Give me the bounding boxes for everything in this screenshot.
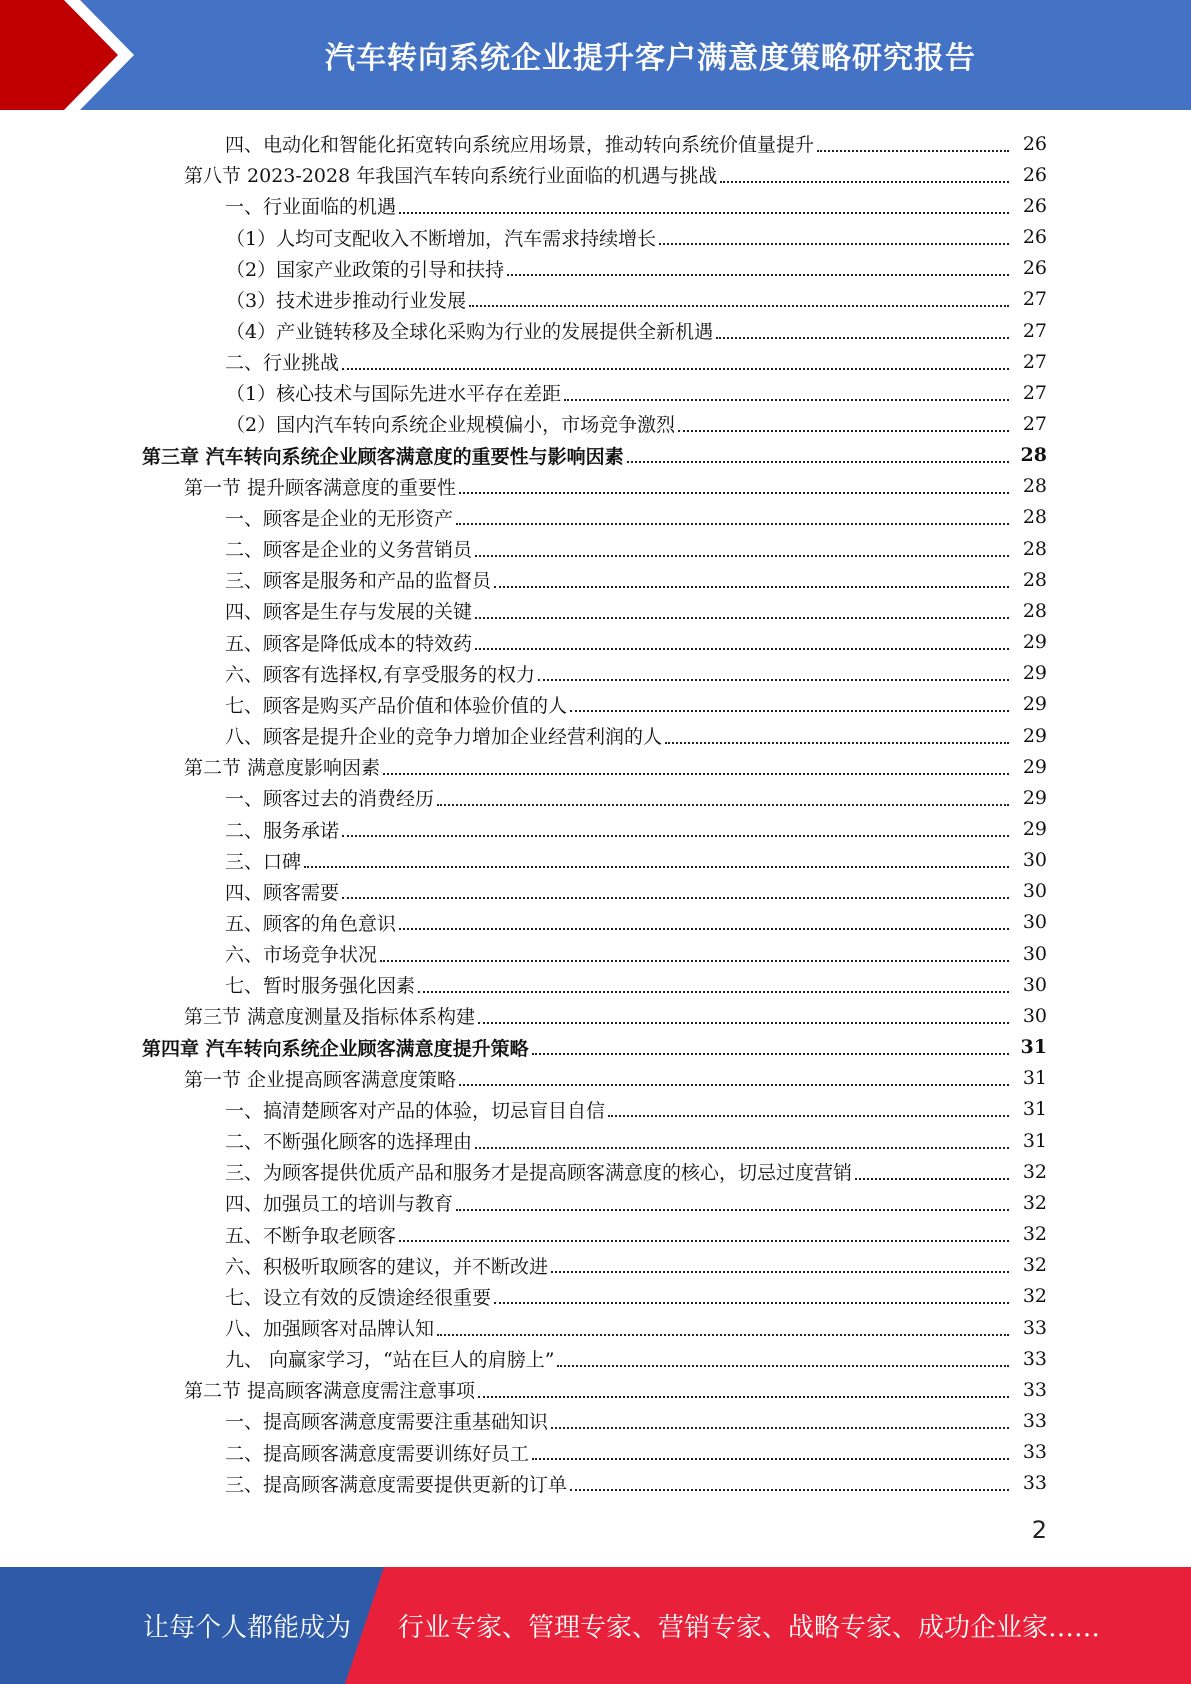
- toc-entry-title: 六、顾客有选择权,有享受服务的权力: [225, 660, 538, 687]
- toc-entry-title: 三、为顾客提供优质产品和服务才是提高顾客满意度的核心，切忌过度营销: [225, 1158, 855, 1185]
- toc-entry[interactable]: [0, 1032, 1191, 1063]
- toc-entry-page: 29: [1022, 786, 1047, 809]
- toc-entry-page: 29: [1022, 755, 1047, 778]
- page-footer: [0, 1567, 1191, 1684]
- toc-entry-page: 29: [1022, 662, 1047, 685]
- toc-entry[interactable]: [0, 689, 1191, 720]
- toc-dot-leader: [456, 1209, 1009, 1211]
- toc-entry[interactable]: [0, 284, 1191, 315]
- toc-entry-page: 30: [1022, 973, 1047, 996]
- toc-entry-title: （2）国内汽车转向系统企业规模偏小，市场竞争激烈: [226, 410, 678, 437]
- toc-entry-title: 一、顾客过去的消费经历: [225, 784, 437, 811]
- toc-entry-page: 32: [1022, 1160, 1047, 1183]
- toc-entry-title: （1）核心技术与国际先进水平存在差距: [226, 379, 564, 406]
- toc-entry[interactable]: [0, 1156, 1191, 1187]
- toc-dot-leader: [494, 586, 1009, 588]
- toc-dot-leader: [342, 368, 1009, 370]
- toc-dot-leader: [399, 1240, 1009, 1242]
- toc-entry-title: 三、顾客是服务和产品的监督员: [225, 566, 494, 593]
- toc-entry-title: 一、行业面临的机遇: [225, 192, 399, 219]
- toc-entry[interactable]: [0, 1468, 1191, 1499]
- toc-dot-leader: [507, 274, 1009, 276]
- toc-dot-leader: [437, 1334, 1009, 1336]
- toc-entry[interactable]: [0, 1437, 1191, 1468]
- toc-entry-title: （2）国家产业政策的引导和扶持: [226, 255, 507, 282]
- toc-entry-title: 七、设立有效的反馈途经很重要: [225, 1283, 494, 1310]
- toc-dot-leader: [459, 492, 1009, 494]
- footer-slogan-right: 行业专家、管理专家、营销专家、战略专家、成功企业家……: [398, 1613, 1101, 1643]
- toc-dot-leader: [475, 617, 1009, 619]
- toc-dot-leader: [678, 430, 1009, 432]
- toc-entry-title: 三、提高顾客满意度需要提供更新的订单: [225, 1470, 570, 1497]
- toc-dot-leader: [532, 1458, 1009, 1460]
- toc-entry-page: 26: [1022, 226, 1047, 249]
- toc-entry-page: 33: [1022, 1347, 1047, 1370]
- toc-entry-page: 26: [1022, 132, 1047, 155]
- toc-dot-leader: [469, 305, 1009, 307]
- toc-entry-page: 31: [1022, 1098, 1047, 1121]
- toc-entry-title: 八、加强顾客对品牌认知: [225, 1314, 437, 1341]
- toc-entry-title: 第一节 企业提高顾客满意度策略: [184, 1065, 459, 1092]
- toc-entry[interactable]: [0, 813, 1191, 844]
- toc-entry-title: 六、市场竞争状况: [225, 940, 380, 967]
- toc-entry-page: 28: [1020, 444, 1047, 467]
- header-arrow-red: [0, 0, 118, 110]
- toc-dot-leader: [342, 835, 1009, 837]
- toc-dot-leader: [478, 1022, 1009, 1024]
- toc-entry[interactable]: [0, 907, 1191, 938]
- toc-dot-leader: [399, 928, 1009, 930]
- page-header: [0, 0, 1191, 110]
- toc-dot-leader: [456, 523, 1009, 525]
- toc-entry-page: 28: [1022, 568, 1047, 591]
- toc-entry-title: 六、积极听取顾客的建议，并不断改进: [225, 1252, 551, 1279]
- toc-entry[interactable]: [0, 159, 1191, 190]
- toc-dot-leader: [659, 243, 1009, 245]
- toc-dot-leader: [570, 1489, 1009, 1491]
- toc-entry[interactable]: [0, 1312, 1191, 1343]
- toc-entry-page: 31: [1022, 1129, 1047, 1152]
- toc-dot-leader: [475, 648, 1009, 650]
- toc-entry-title: 四、电动化和智能化拓宽转向系统应用场景，推动转向系统价值量提升: [225, 130, 817, 157]
- toc-entry-page: 29: [1022, 724, 1047, 747]
- toc-entry-title: 四、顾客需要: [225, 878, 342, 905]
- toc-entry-title: （1）人均可支配收入不断增加，汽车需求持续增长: [226, 224, 659, 251]
- toc-entry-page: 27: [1022, 412, 1047, 435]
- toc-dot-leader: [383, 773, 1009, 775]
- toc-entry-page: 26: [1022, 194, 1047, 217]
- header-arrow-decoration: [0, 0, 160, 110]
- toc-entry-title: 五、顾客的角色意识: [225, 909, 399, 936]
- report-title: 汽车转向系统企业提升客户满意度策略研究报告: [325, 41, 976, 76]
- toc-entry-page: 32: [1022, 1223, 1047, 1246]
- toc-entry-page: 32: [1022, 1254, 1047, 1277]
- toc-entry[interactable]: [0, 1218, 1191, 1249]
- toc-entry-page: 30: [1022, 849, 1047, 872]
- toc-dot-leader: [817, 150, 1009, 152]
- toc-entry[interactable]: [0, 1343, 1191, 1374]
- toc-entry-page: 33: [1022, 1316, 1047, 1339]
- toc-entry-page: 30: [1022, 942, 1047, 965]
- toc-entry[interactable]: [0, 969, 1191, 1000]
- toc-dot-leader: [720, 181, 1009, 183]
- toc-entry[interactable]: [0, 782, 1191, 813]
- toc-entry-title: 四、加强员工的培训与教育: [225, 1189, 456, 1216]
- toc-entry-page: 31: [1022, 1067, 1047, 1090]
- toc-entry-page: 30: [1022, 911, 1047, 934]
- toc-entry[interactable]: [0, 1250, 1191, 1281]
- footer-slogan-left: 让每个人都能成为: [143, 1613, 352, 1643]
- toc-dot-leader: [475, 555, 1009, 557]
- toc-entry-page: 27: [1022, 350, 1047, 373]
- toc-entry[interactable]: [0, 751, 1191, 782]
- toc-entry-page: 28: [1022, 537, 1047, 560]
- toc-entry-page: 30: [1022, 880, 1047, 903]
- toc-entry[interactable]: [0, 1374, 1191, 1405]
- toc-entry-page: 30: [1022, 1004, 1047, 1027]
- toc-entry-title: 一、提高顾客满意度需要注重基础知识: [225, 1407, 551, 1434]
- toc-entry[interactable]: [0, 595, 1191, 626]
- toc-entry-page: 32: [1022, 1191, 1047, 1214]
- toc-dot-leader: [304, 866, 1009, 868]
- toc-entry-page: 27: [1022, 319, 1047, 342]
- toc-dot-leader: [418, 991, 1009, 993]
- toc-entry[interactable]: [0, 253, 1191, 284]
- page-number: 2: [1031, 1516, 1047, 1544]
- toc-entry-title: 二、顾客是企业的义务营销员: [225, 535, 475, 562]
- toc-entry-title: 五、不断争取老顾客: [225, 1221, 399, 1248]
- toc-entry[interactable]: [0, 346, 1191, 377]
- toc-dot-leader: [551, 1271, 1009, 1273]
- toc-entry[interactable]: [0, 876, 1191, 907]
- toc-dot-leader: [665, 742, 1009, 744]
- toc-entry-page: 28: [1022, 599, 1047, 622]
- toc-entry[interactable]: [0, 315, 1191, 346]
- toc-entry-title: 二、行业挑战: [225, 348, 342, 375]
- toc-dot-leader: [478, 1396, 1009, 1398]
- toc-entry[interactable]: [0, 1187, 1191, 1218]
- toc-entry[interactable]: [0, 1405, 1191, 1436]
- toc-entry-title: （4）产业链转移及全球化采购为行业的发展提供全新机遇: [226, 317, 716, 344]
- toc-entry-page: 32: [1022, 1285, 1047, 1308]
- toc-entry[interactable]: [0, 1125, 1191, 1156]
- toc-entry[interactable]: [0, 1063, 1191, 1094]
- toc-entry[interactable]: [0, 1094, 1191, 1125]
- toc-entry-title: 五、顾客是降低成本的特效药: [225, 629, 475, 656]
- toc-entry[interactable]: [0, 720, 1191, 751]
- toc-entry-title: 第三章 汽车转向系统企业顾客满意度的重要性与影响因素: [142, 442, 627, 469]
- toc-entry-page: 29: [1022, 693, 1047, 716]
- toc-entry-page: 27: [1022, 381, 1047, 404]
- toc-dot-leader: [437, 804, 1009, 806]
- toc-entry-title: 一、搞清楚顾客对产品的体验，切忌盲目自信: [225, 1096, 608, 1123]
- toc-entry-title: 第二节 满意度影响因素: [184, 753, 383, 780]
- toc-entry-title: （3）技术进步推动行业发展: [226, 286, 469, 313]
- toc-dot-leader: [570, 710, 1009, 712]
- toc-entry-title: 一、顾客是企业的无形资产: [225, 504, 456, 531]
- toc-entry-title: 第二节 提高顾客满意度需注意事项: [184, 1376, 478, 1403]
- toc-dot-leader: [564, 399, 1009, 401]
- toc-entry[interactable]: [0, 502, 1191, 533]
- toc-entry-title: 第三节 满意度测量及指标体系构建: [184, 1002, 478, 1029]
- toc-entry[interactable]: [0, 377, 1191, 408]
- toc-entry-page: 28: [1022, 506, 1047, 529]
- toc-entry[interactable]: [0, 128, 1191, 159]
- table-of-contents: [0, 128, 1191, 1499]
- toc-dot-leader: [342, 897, 1009, 899]
- toc-entry-title: 二、提高顾客满意度需要训练好员工: [225, 1439, 532, 1466]
- toc-entry[interactable]: [0, 1281, 1191, 1312]
- toc-dot-leader: [380, 960, 1009, 962]
- toc-entry-page: 33: [1022, 1441, 1047, 1464]
- toc-dot-leader: [557, 1365, 1009, 1367]
- toc-dot-leader: [475, 1147, 1009, 1149]
- toc-dot-leader: [855, 1178, 1009, 1180]
- toc-entry-page: 26: [1022, 257, 1047, 280]
- toc-entry-page: 28: [1022, 475, 1047, 498]
- toc-entry[interactable]: [0, 221, 1191, 252]
- toc-dot-leader: [532, 1053, 1009, 1055]
- toc-dot-leader: [459, 1084, 1009, 1086]
- toc-entry-title: 三、口碑: [225, 847, 304, 874]
- toc-entry[interactable]: [0, 938, 1191, 969]
- toc-entry-page: 26: [1022, 163, 1047, 186]
- toc-dot-leader: [716, 337, 1009, 339]
- toc-entry-title: 八、顾客是提升企业的竞争力增加企业经营利润的人: [225, 722, 665, 749]
- toc-entry-title: 二、不断强化顾客的选择理由: [225, 1127, 475, 1154]
- toc-entry[interactable]: [0, 1000, 1191, 1031]
- toc-entry-title: 第八节 2023-2028 年我国汽车转向系统行业面临的机遇与挑战: [184, 161, 720, 188]
- toc-entry-title: 七、顾客是购买产品价值和体验价值的人: [225, 691, 570, 718]
- toc-entry-title: 第一节 提升顾客满意度的重要性: [184, 473, 459, 500]
- toc-dot-leader: [399, 212, 1009, 214]
- toc-entry-title: 四、顾客是生存与发展的关键: [225, 597, 475, 624]
- toc-entry-page: 29: [1022, 631, 1047, 654]
- toc-entry-title: 第四章 汽车转向系统企业顾客满意度提升策略: [142, 1034, 532, 1061]
- toc-dot-leader: [494, 1302, 1009, 1304]
- toc-entry[interactable]: [0, 408, 1191, 439]
- toc-entry[interactable]: [0, 471, 1191, 502]
- toc-dot-leader: [608, 1115, 1009, 1117]
- toc-entry-page: 33: [1022, 1409, 1047, 1432]
- toc-dot-leader: [538, 679, 1009, 681]
- toc-entry[interactable]: [0, 658, 1191, 689]
- toc-entry[interactable]: [0, 533, 1191, 564]
- toc-entry-page: 33: [1022, 1378, 1047, 1401]
- toc-dot-leader: [627, 461, 1009, 463]
- toc-dot-leader: [551, 1427, 1009, 1429]
- toc-entry[interactable]: [0, 627, 1191, 658]
- toc-entry-page: 31: [1020, 1036, 1047, 1059]
- toc-entry[interactable]: [0, 564, 1191, 595]
- toc-entry[interactable]: [0, 440, 1191, 471]
- toc-entry[interactable]: [0, 190, 1191, 221]
- toc-entry-title: 二、服务承诺: [225, 816, 342, 843]
- toc-entry[interactable]: [0, 845, 1191, 876]
- toc-entry-page: 27: [1022, 288, 1047, 311]
- toc-entry-page: 29: [1022, 818, 1047, 841]
- toc-entry-page: 33: [1022, 1472, 1047, 1495]
- toc-entry-title: 七、暂时服务强化因素: [225, 971, 418, 998]
- toc-entry-title: 九、 向赢家学习，“站在巨人的肩膀上”: [225, 1345, 557, 1372]
